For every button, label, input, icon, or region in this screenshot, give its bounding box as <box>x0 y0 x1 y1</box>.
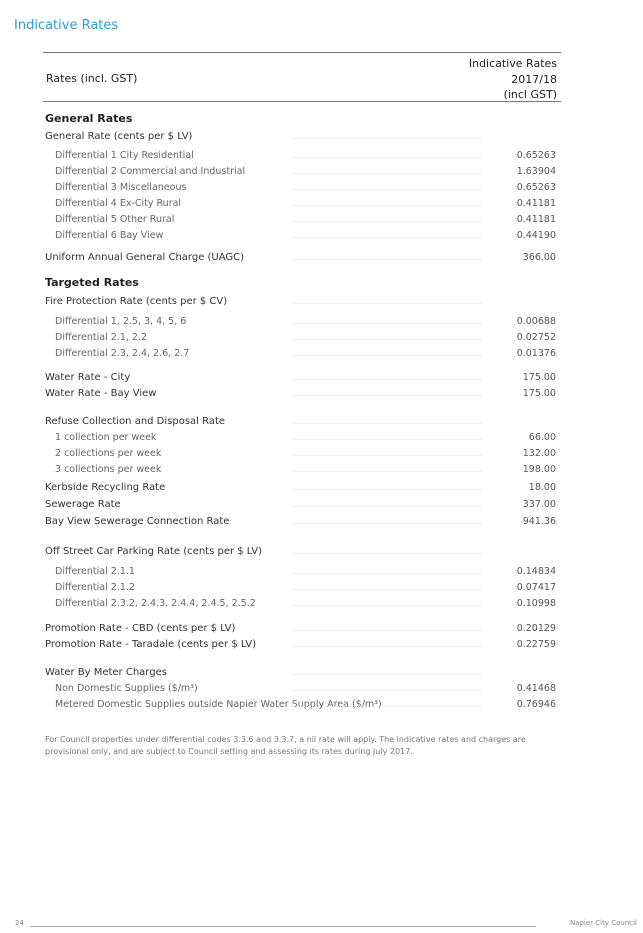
dotted-leader <box>293 471 481 472</box>
section-heading <box>43 276 561 290</box>
rate-row <box>43 372 561 386</box>
row-value: 0.00688 <box>516 316 556 327</box>
row-label: Differential 1, 2.5, 3, 4, 5, 6 <box>55 316 187 327</box>
row-label: Water Rate - Bay View <box>45 388 157 399</box>
row-value: 0.10998 <box>516 598 556 609</box>
row-value: 0.01376 <box>516 348 556 359</box>
rate-row <box>43 131 561 145</box>
row-label: Differential 2 Commercial and Industrial <box>55 166 246 177</box>
row-label: Promotion Rate - Taradale (cents per $ LV) <box>45 639 257 650</box>
row-value: 0.65263 <box>516 182 556 193</box>
table-top-rule <box>43 52 561 53</box>
row-value: 66.00 <box>528 432 556 443</box>
row-label: Differential 5 Other Rural <box>55 214 175 225</box>
rate-item-row <box>43 182 561 196</box>
row-label: Kerbside Recycling Rate <box>45 482 166 493</box>
row-value: 0.41181 <box>516 198 556 209</box>
dotted-leader <box>293 323 481 324</box>
dotted-leader <box>293 455 481 456</box>
row-label: Differential 3 Miscellaneous <box>55 182 187 193</box>
header-line: 2017/18 <box>511 72 557 86</box>
row-value: 0.22759 <box>516 639 556 650</box>
dotted-leader <box>293 379 481 380</box>
row-value: 1.63904 <box>516 166 556 177</box>
rate-item-row <box>43 150 561 164</box>
rate-item-row <box>43 214 561 228</box>
rate-row <box>43 516 561 530</box>
row-label: Off Street Car Parking Rate (cents per $ LV) <box>45 546 263 557</box>
dotted-leader <box>293 138 481 139</box>
dotted-leader <box>293 355 481 356</box>
column-header-indicative-rates <box>469 56 557 103</box>
page-title: Indicative Rates <box>14 18 119 33</box>
row-value: 18.00 <box>528 482 556 493</box>
row-label: Sewerage Rate <box>45 499 121 510</box>
section-heading <box>43 112 561 126</box>
rate-row <box>43 546 561 560</box>
rate-item-row <box>43 464 561 478</box>
rate-row <box>43 639 561 653</box>
dotted-leader <box>293 173 481 174</box>
rate-item-row <box>43 230 561 244</box>
row-label: Metered Domestic Supplies outside Napier Water Supply Area ($/m³) <box>55 699 382 710</box>
row-label: 2 collections per week <box>55 448 162 459</box>
dotted-leader <box>293 439 481 440</box>
dotted-leader <box>293 523 481 524</box>
rate-item-row <box>43 582 561 596</box>
rate-item-row <box>43 198 561 212</box>
rate-row <box>43 482 561 496</box>
dotted-leader <box>293 646 481 647</box>
row-value: 0.41468 <box>516 683 556 694</box>
rate-item-row <box>43 432 561 446</box>
rate-item-row <box>43 598 561 612</box>
rate-item-row <box>43 332 561 346</box>
dotted-leader <box>293 237 481 238</box>
rate-item-row <box>43 448 561 462</box>
rate-row <box>43 252 561 266</box>
dotted-leader <box>293 690 481 691</box>
row-label: Differential 1 City Residential <box>55 150 194 161</box>
footer-organization: Napier City Council <box>569 919 637 927</box>
row-label: Differential 2.1.1 <box>55 566 135 577</box>
row-value: 0.41181 <box>516 214 556 225</box>
rate-row <box>43 388 561 402</box>
row-label: Bay View Sewerage Connection Rate <box>45 516 230 527</box>
dotted-leader <box>293 157 481 158</box>
rate-item-row <box>43 699 561 713</box>
dotted-leader <box>293 303 481 304</box>
rate-row <box>43 499 561 513</box>
row-value: 0.65263 <box>516 150 556 161</box>
row-value: 0.44190 <box>516 230 556 241</box>
rate-row <box>43 667 561 681</box>
footer-rule <box>30 926 536 927</box>
row-value: 0.02752 <box>516 332 556 343</box>
rate-row <box>43 416 561 430</box>
row-value: 175.00 <box>522 372 556 383</box>
dotted-leader <box>293 339 481 340</box>
row-value: 132.00 <box>522 448 556 459</box>
rate-item-row <box>43 683 561 697</box>
header-bottom-rule <box>43 101 561 102</box>
dotted-leader <box>293 395 481 396</box>
row-value: 0.14834 <box>516 566 556 577</box>
footnote: For Council properties under differential codes 3.3.6 and 3.3.7, a nil rate will apply. The indicative rates and charges are provisional only, and are subject to Council setting and assessing its rates during July 2017. <box>45 735 526 756</box>
row-value: 0.07417 <box>516 582 556 593</box>
row-label: Fire Protection Rate (cents per $ CV) <box>45 296 228 307</box>
dotted-leader <box>293 259 481 260</box>
dotted-leader <box>293 674 481 675</box>
column-header-rates: Rates (incl. GST) <box>46 72 138 85</box>
dotted-leader <box>293 589 481 590</box>
row-label: 1 collection per week <box>55 432 157 443</box>
row-label: Non Domestic Supplies ($/m³) <box>55 683 198 694</box>
dotted-leader <box>293 423 481 424</box>
row-label: Differential 2.3.2, 2.4.3, 2.4.4, 2.4.5, 2.5.2 <box>55 598 256 609</box>
rate-item-row <box>43 566 561 580</box>
row-label: Water Rate - City <box>45 372 131 383</box>
row-value: 941.36 <box>522 516 556 527</box>
row-value: 337.00 <box>522 499 556 510</box>
row-label: General Rates <box>45 112 133 125</box>
row-value: 175.00 <box>522 388 556 399</box>
rate-row <box>43 296 561 310</box>
row-label: Water By Meter Charges <box>45 667 167 678</box>
rate-item-row <box>43 166 561 180</box>
dotted-leader <box>293 630 481 631</box>
row-value: 198.00 <box>522 464 556 475</box>
row-label: Differential 6 Bay View <box>55 230 164 241</box>
row-label: Differential 2.1, 2.2 <box>55 332 148 343</box>
row-label: Targeted Rates <box>45 276 139 289</box>
row-value: 0.76946 <box>516 699 556 710</box>
row-label: General Rate (cents per $ LV) <box>45 131 193 142</box>
header-line: Indicative Rates <box>468 57 557 70</box>
dotted-leader <box>293 189 481 190</box>
dotted-leader <box>293 489 481 490</box>
row-label: 3 collections per week <box>55 464 162 475</box>
row-label: Promotion Rate - CBD (cents per $ LV) <box>45 623 236 634</box>
page-number: 24 <box>15 919 24 927</box>
row-label: Differential 2.1.2 <box>55 582 135 593</box>
dotted-leader <box>293 573 481 574</box>
dotted-leader <box>293 605 481 606</box>
dotted-leader <box>293 553 481 554</box>
dotted-leader <box>293 205 481 206</box>
dotted-leader <box>293 221 481 222</box>
rate-row <box>43 623 561 637</box>
dotted-leader <box>293 706 481 707</box>
rate-item-row <box>43 316 561 330</box>
dotted-leader <box>293 506 481 507</box>
row-label: Differential 4 Ex-City Rural <box>55 198 182 209</box>
row-label: Refuse Collection and Disposal Rate <box>45 416 226 427</box>
row-label: Uniform Annual General Charge (UAGC) <box>45 252 245 263</box>
row-value: 0.20129 <box>516 623 556 634</box>
rate-item-row <box>43 348 561 362</box>
header-line: (incl GST) <box>503 88 557 101</box>
row-value: 366.00 <box>522 252 556 263</box>
row-label: Differential 2.3, 2.4, 2.6, 2.7 <box>55 348 190 359</box>
